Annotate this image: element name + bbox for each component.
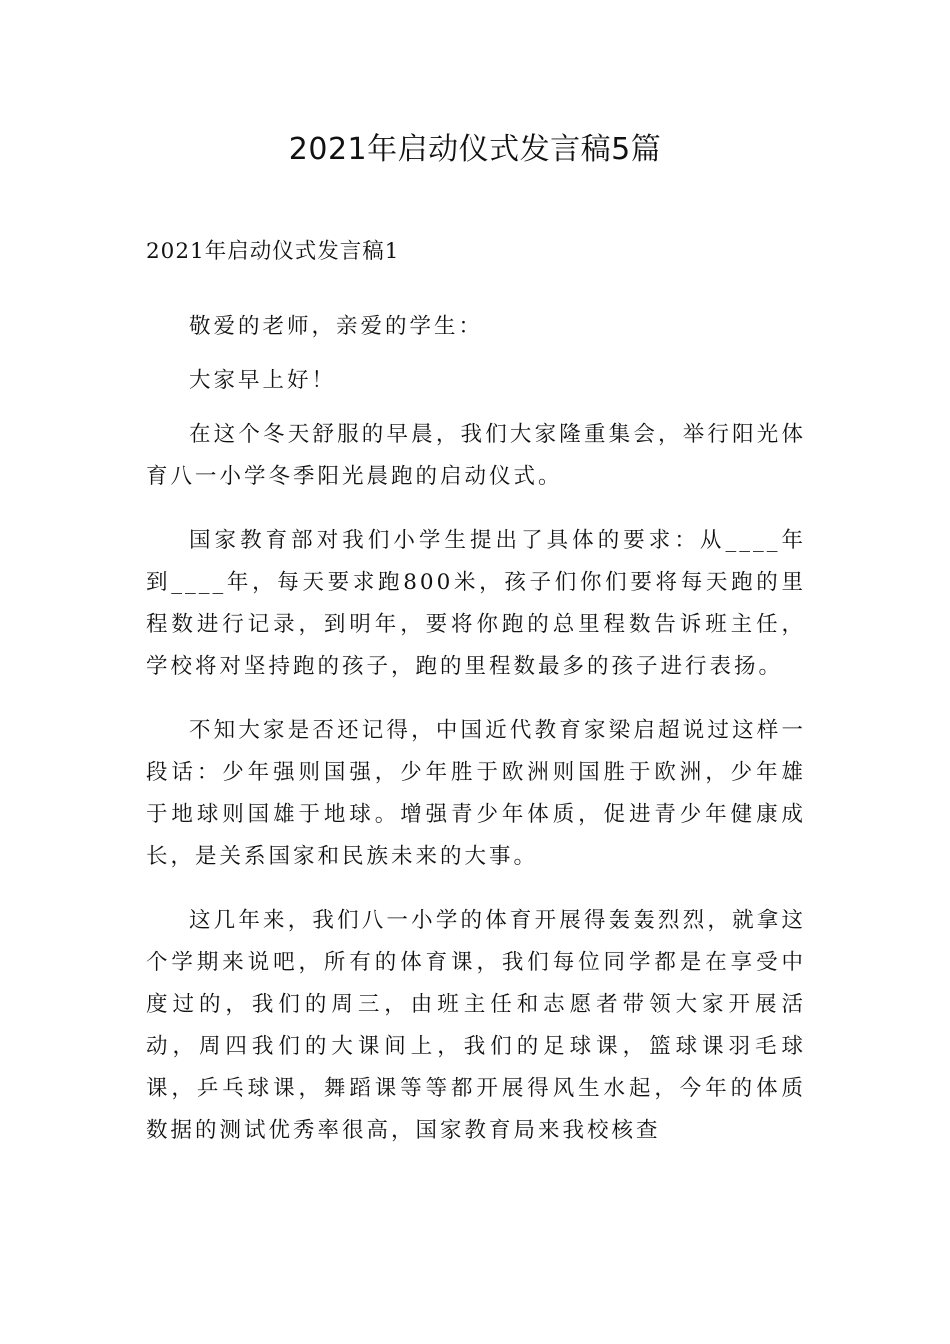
section-heading: 2021年启动仪式发言稿1 bbox=[146, 239, 400, 264]
salutation-paragraph: 敬爱的老师，亲爱的学生： bbox=[189, 314, 484, 339]
body-paragraph: 国家教育部对我们小学生提出了具体的要求：从____年到____年，每天要求跑800米，孩子们你们要将每天跑的里程数进行记录，到明年，要将你跑的总里程数告诉班主任，学校将对坚持跑的孩子，跑的里程数最多的孩子进行表扬。 bbox=[146, 528, 806, 679]
body-paragraph: 在这个冬天舒服的早晨，我们大家隆重集会，举行阳光体育八一小学冬季阳光晨跑的启动仪式。 bbox=[146, 422, 806, 489]
greeting-paragraph: 大家早上好！ bbox=[189, 368, 337, 393]
body-paragraph: 这几年来，我们八一小学的体育开展得轰轰烈烈，就拿这个学期来说吧，所有的体育课，我们每位同学都是在享受中度过的，我们的周三，由班主任和志愿者带领大家开展活动，周四我们的大课间上，我们的足球课，篮球课羽毛球课，乒乓球课，舞蹈课等等都开展得风生水起，今年的体质数据的测试优秀率很高，国家教育局来我校核查 bbox=[146, 908, 806, 1143]
document-title: 2021年启动仪式发言稿5篇 bbox=[288, 132, 662, 167]
document-body bbox=[146, 306, 806, 1174]
body-paragraph: 不知大家是否还记得，中国近代教育家梁启超说过这样一段话：少年强则国强，少年胜于欧洲则国胜于欧洲，少年雄于地球则国雄于地球。增强青少年体质，促进青少年健康成长，是关系国家和民族未来的大事。 bbox=[146, 718, 806, 869]
